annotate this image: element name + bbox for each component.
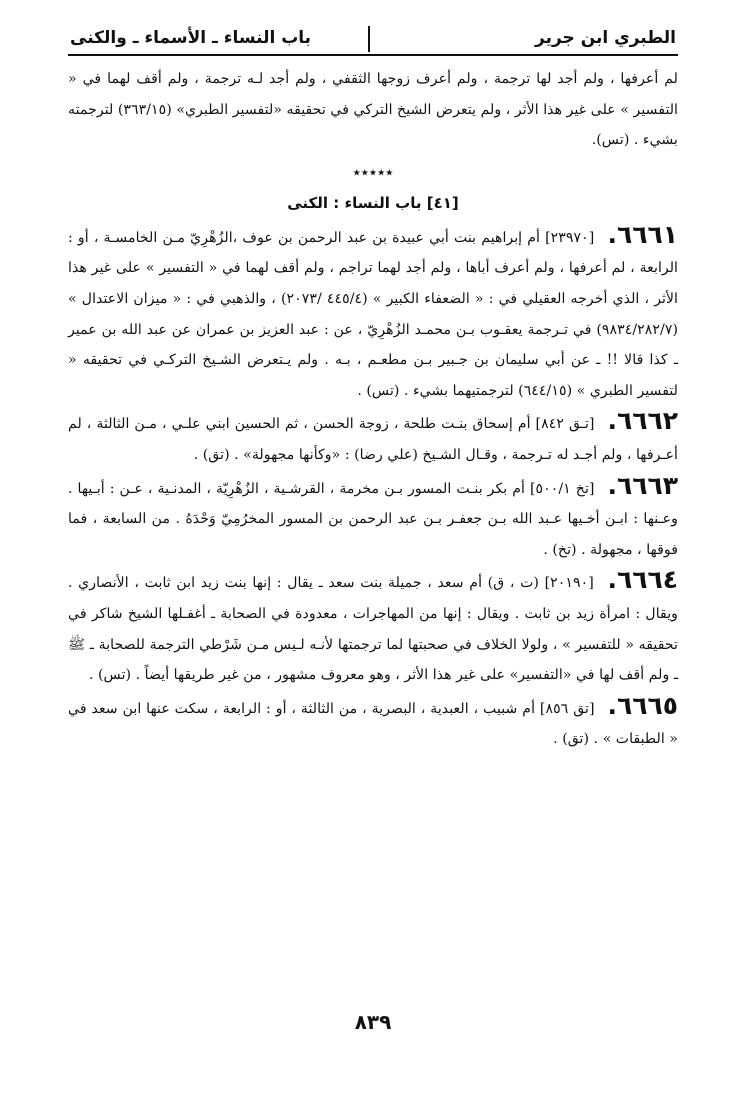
entry-6665 — [68, 691, 678, 755]
page-number: ٨٣٩ — [354, 1010, 392, 1034]
entry-6664 — [68, 565, 678, 690]
intro-paragraph: لم أعرفها ، ولم أجد لها ترجمة ، ولم أعرف زوجها الثقفي ، ولم أجد لـه ترجمة ، ولم أقف لهما في « التفسير » على غير هذا الأثر ، ولم يتعرض الشيخ التركي في تحقيقه «لتفسير الطبري» (٣٦٣/١٥) لترجمته بشيء . (تس). — [68, 71, 679, 149]
entry-number: ٦٦٦٥. — [607, 690, 678, 720]
entry-text: [تخ ٥٠٠/١] أم بكر بنـت المسور بـن مخرمة ، القرشـية ، الزُهْرِيّة ، المدنـية ، عـن : أبـيها . وعـنها : ابـن أخـيها عـبد الله بـن جعفـر بـن عبد الرحمن بن المسور المخرُمِيّ وَحْدَهُ . من السابعة ، فما فوقها ، مجهولة . (تخ) . — [68, 480, 678, 558]
page-body — [68, 64, 678, 755]
entry-number: ٦٦٦٣. — [607, 470, 679, 500]
entry-6662 — [68, 406, 678, 470]
separator-stars: ٭٭٭٭٭ — [352, 162, 394, 181]
entry-text: [تـق ٨٤٢] أم إسحاق بنـت طلحة ، زوجة الحسن ، ثم الحسين ابني علـي ، مـن الثالثة ، لم أعـرفها ، ولم أجـد له تـرجمة ، وقـال الشـيخ (علي رضا) : «وكأنها مجهولة» . (تق) . — [68, 416, 678, 463]
header-book-title: الطبري ابن جرير — [535, 28, 676, 48]
entry-text: [٢٠١٩٠] (ت ، ق) أم سعد ، جميلة بنت سعد ـ يقال : إنها بنت زيد ابن ثابت ، الأنصاري . ويقال : امرأة زيد بن ثابت . ويقال : إنها من المهاجرات ، معدودة في الصحابة ـ أغفـلها الشيخ شاكر في تحقيقه « للتفسير » ، ولولا الخلاف في صحبتها لما ترجمتها لأنـه لـيس مـن شَرْطي الترجمة للصحابة ـ ﷺ ـ ولم أقف لها في «التفسير» على غير هذا الأثر ، وهو معروف مشهور ، من غير طريقها أيضاً . (تس) . — [68, 575, 678, 684]
entry-text: [تق ٨٥٦] أم شبيب ، العبدية ، البصرية ، من الثالثة ، أو : الرابعة ، سكت عنها ابن سعد في « الطبقات » . (تق) . — [68, 700, 678, 748]
entry-6663 — [68, 471, 678, 566]
section-title: [٤١] باب النساء : الكنى — [287, 193, 459, 212]
entry-text: [٢٣٩٧٠] أم إبراهيم بنت أبي عبيدة بن عبد الرحمن بن عوف ،الزُهْرِيّ مـن الخامسـة ، أو : الرابعة ، لم أعرفها ، ولم أعرف أباها ، ولم أجد لهما تراجم ، ولم أقف لهما في « التفسير » على غير هذا الأثر ، الذي أخرجه العقيلي في : « الضعفاء الكبير » (٤٤٥/٤ /٢٠٧٣) ، والذهبي في : « ميزان الاعتدال » (٩٨٣٤/٢٨٢/٧) في تـرجمة يعقـوب بـن محمـد الزُهْرِيّ ، عن : عبد العزيز بن عمران عن عبد الله بن عمير ـ كذا قالا !! ـ عن أبي سليمان بن جـبير بـن مطعـم ، بـه . ولم يـتعرض الشـيخ التركـي في تحقيقه « لتفسير الطبري » (٦٤٤/١٥) لترجمتيهما بشيء . (تس) . — [68, 229, 678, 399]
entry-number: ٦٦٦١. — [607, 219, 678, 249]
document-page — [68, 18, 678, 1078]
running-header — [68, 18, 678, 56]
entry-number: ٦٦٦٤. — [607, 565, 678, 595]
entry-6661 — [68, 220, 678, 407]
header-divider — [368, 26, 370, 52]
header-chapter-title: باب النساء ـ الأسماء ـ والكنى — [70, 28, 312, 48]
entry-number: ٦٦٦٢. — [607, 406, 679, 436]
